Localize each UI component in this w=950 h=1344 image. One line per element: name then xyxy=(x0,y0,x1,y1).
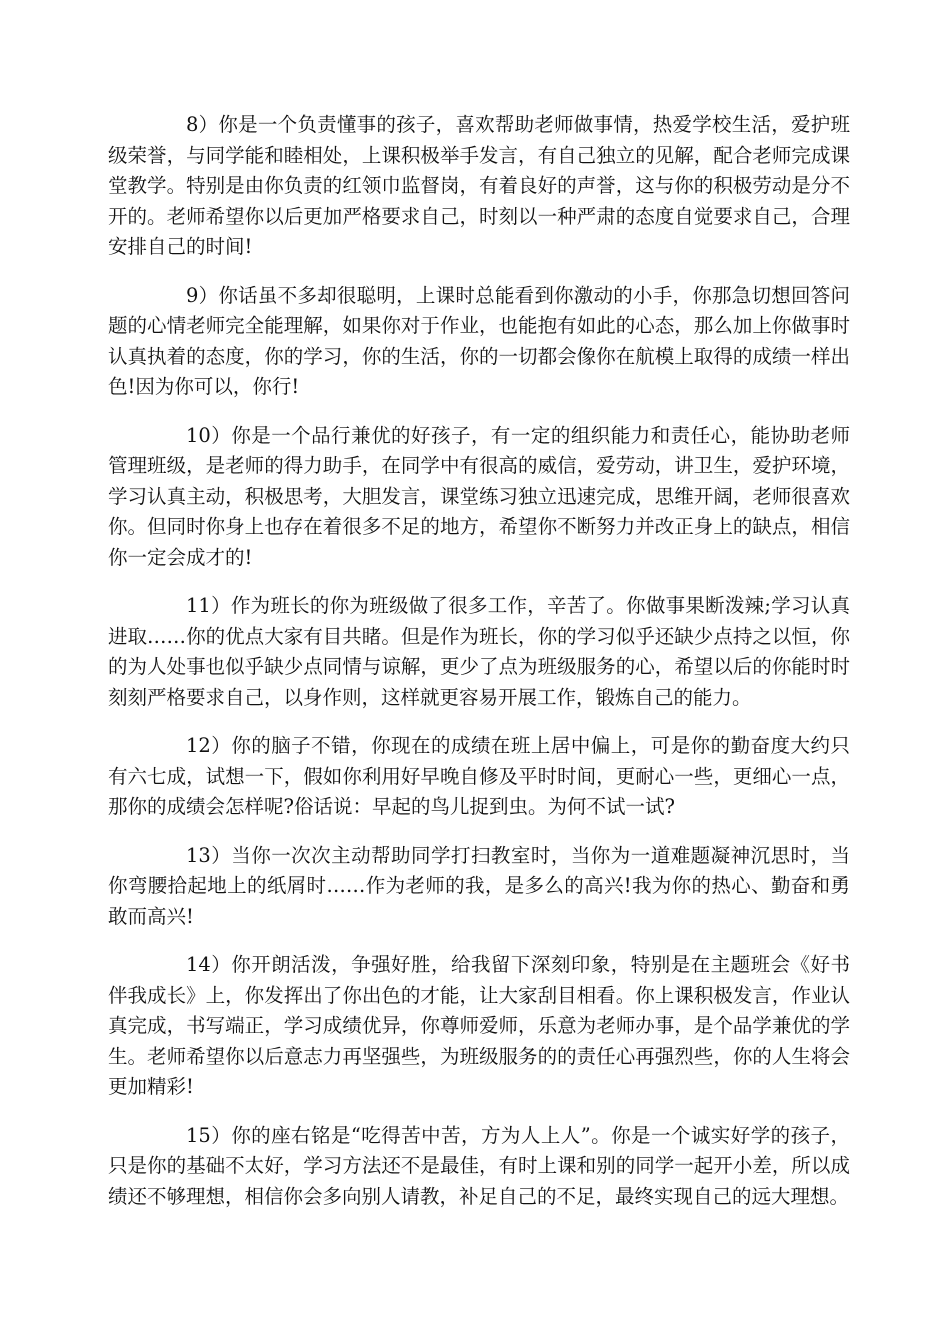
comment-paragraph-8: 8）你是一个负责懂事的孩子，喜欢帮助老师做事情，热爱学校生活，爱护班级荣誉，与同学能和睦相处，上课积极举手发言，有自己独立的见解，配合老师完成课堂教学。特别是由你负责的红领巾监督岗，有着良好的声誉，这与你的积极劳动是分不开的。老师希望你以后更加严格要求自己，时刻以一种严肃的态度自觉要求自己，合理安排自己的时间! xyxy=(108,113,850,258)
document-body xyxy=(108,110,850,1230)
comment-paragraph-14: 14）你开朗活泼，争强好胜，给我留下深刻印象，特别是在主题班会《好书伴我成长》上，你发挥出了你出色的才能，让大家刮目相看。你上课积极发言，作业认真完成，书写端正，学习成绩优异，你尊师爱师，乐意为老师办事，是个品学兼优的学生。老师希望你以后意志力再坚强些，为班级服务的的责任心再强烈些，你的人生将会更加精彩! xyxy=(108,953,850,1098)
comment-paragraph-9: 9）你话虽不多却很聪明，上课时总能看到你激动的小手，你那急切想回答问题的心情老师完全能理解，如果你对于作业，也能抱有如此的心态，那么加上你做事时认真执着的态度，你的学习，你的生活，你的一切都会像你在航模上取得的成绩一样出色!因为你可以，你行! xyxy=(108,283,850,398)
comment-paragraph-12: 12）你的脑子不错，你现在的成绩在班上居中偏上，可是你的勤奋度大约只有六七成，试想一下，假如你利用好早晚自修及平时时间，更耐心一些，更细心一点，那你的成绩会怎样呢?俗话说：早起的鸟儿捉到虫。为何不试一试? xyxy=(108,734,850,818)
comment-paragraph-13: 13）当你一次次主动帮助同学打扫教室时，当你为一道难题凝神沉思时，当你弯腰拾起地上的纸屑时……作为老师的我，是多么的高兴!我为你的热心、勤奋和勇敢而高兴! xyxy=(108,843,850,928)
comment-paragraph-10: 10）你是一个品行兼优的好孩子，有一定的组织能力和责任心，能协助老师管理班级，是老师的得力助手，在同学中有很高的威信，爱劳动，讲卫生，爱护环境，学习认真主动，积极思考，大胆发言，课堂练习独立迅速完成，思维开阔，老师很喜欢你。但同时你身上也存在着很多不足的地方，希望你不断努力并改正身上的缺点，相信你一定会成才的! xyxy=(108,423,850,569)
comment-paragraph-15: 15）你的座右铭是“吃得苦中苦，方为人上人”。你是一个诚实好学的孩子，只是你的基础不太好，学习方法还不是最佳，有时上课和别的同学一起开小差，所以成绩还不够理想，相信你会多向别人请教，补足自己的不足，最终实现自己的远大理想。 xyxy=(108,1123,850,1208)
comment-paragraph-11: 11）作为班长的你为班级做了很多工作，辛苦了。你做事果断泼辣;学习认真进取……你的优点大家有目共睹。但是作为班长，你的学习似乎还缺少点持之以恒，你的为人处事也似乎缺少点同情与谅解，更少了点为班级服务的心，希望以后的你能时时刻刻严格要求自己，以身作则，这样就更容易开展工作，锻炼自己的能力。 xyxy=(108,594,850,709)
